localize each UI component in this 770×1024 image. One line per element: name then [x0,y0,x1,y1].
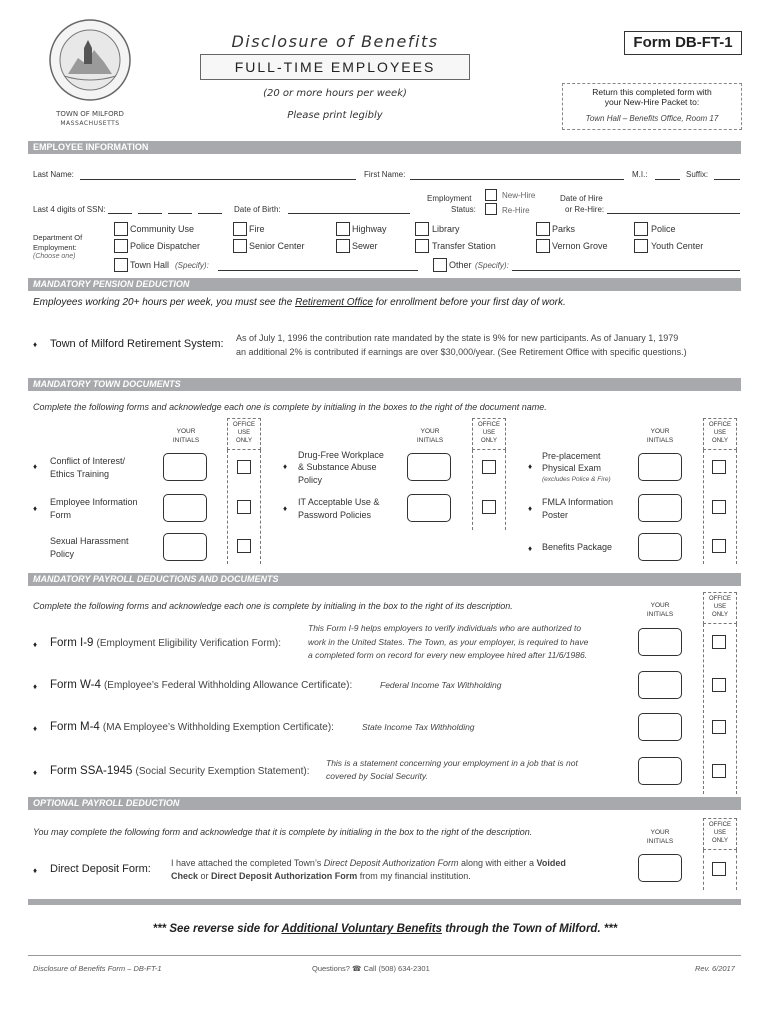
initials-drug-free-workplace[interactable] [407,453,451,481]
direct-deposit-label: Direct Deposit Form: [50,863,151,875]
doc-preplacement-l1: Pre-placement [542,451,601,461]
dept-label-2: Employment: [33,243,77,252]
office-use-header-4: OFFICE USE ONLY [703,592,737,624]
form-m4-note: State Income Tax Withholding [362,722,475,732]
footer-left: Disclosure of Benefits Form – DB-FT-1 [33,964,162,973]
office-check-sexual-harassment[interactable] [237,539,251,553]
bullet-icon: ♦ [528,462,533,471]
section-pension: MANDATORY PENSION DEDUCTION [28,278,741,291]
dob-field[interactable] [288,213,410,214]
dept-label-1: Department Of [33,233,83,242]
dept-checkbox-senior-center[interactable] [233,239,247,253]
direct-deposit-text-1: I have attached the completed Town’s Direct Deposit Authorization Form along with either a Voided [171,858,566,868]
bullet-icon: ♦ [33,682,38,691]
initials-sexual-harassment[interactable] [163,533,207,561]
office-check-conflict-of-interest[interactable] [237,460,251,474]
footer-center: Questions? ☎ Call (508) 634-2301 [312,964,430,973]
initials-employee-information[interactable] [163,494,207,522]
office-check-form-i9[interactable] [712,635,726,649]
pension-text-2: an additional 2% is contributed if earnings are over $30,000/year. (See Retirement Office with specific questions.) [236,347,687,357]
initials-fmla-poster[interactable] [638,494,682,522]
dept-checkbox-other[interactable] [433,258,447,272]
dept-checkbox-sewer[interactable] [336,239,350,253]
return-line-1: Return this completed form with [592,87,712,97]
form-w4-note: Federal Income Tax Withholding [380,680,502,690]
seal-subcaption: MASSACHUSETTS [60,120,120,127]
office-check-form-ssa[interactable] [712,764,726,778]
dept-label-parks: Parks [552,224,576,234]
doc-preplacement-note: (excludes Police & Fire) [542,476,611,483]
doc-conflict-l2: Ethics Training [50,469,110,479]
doc-employee-info-l2: Form [50,510,71,520]
dept-label-community-use: Community Use [130,224,195,234]
town-docs-instructions: Complete the following forms and acknowledge each one is complete by initialing in the boxes to the right of the document name. [33,402,547,412]
dept-checkbox-police-dispatcher[interactable] [114,239,128,253]
dept-checkbox-highway[interactable] [336,222,350,236]
footer-rule [28,955,741,956]
section-town-docs: MANDATORY TOWN DOCUMENTS [28,378,741,391]
doc-benefits-package: Benefits Package [542,542,613,552]
last-name-field[interactable] [80,179,356,180]
office-check-direct-deposit[interactable] [712,862,726,876]
dept-checkbox-library[interactable] [415,222,429,236]
doc-harassment-l1: Sexual Harassment [50,536,129,546]
dept-label-senior-center: Senior Center [249,241,305,251]
doc-fmla-l1: FMLA Information [542,497,614,507]
direct-deposit-text-2: Check or Direct Deposit Authorization Form from my financial institution. [171,871,471,881]
dept-label-library: Library [432,224,460,234]
office-check-drug-free-workplace[interactable] [482,460,496,474]
office-check-form-w4[interactable] [712,678,726,692]
office-check-benefits-package[interactable] [712,539,726,553]
see-reverse-note: *** See reverse side for Additional Voluntary Benefits through the Town of Milford. *** [152,923,618,935]
dept-checkbox-fire[interactable] [233,222,247,236]
form-title: Disclosure of Benefits [231,32,439,51]
town-seal [48,18,132,102]
dept-label-fire: Fire [249,224,265,234]
form-m4-label: Form M-4 (MA Employee’s Withholding Exemption Certificate): [50,721,334,733]
form-i9-note-2: work in the United States. The Town, as your employer, is required to have [308,637,589,647]
form-id: Form DB-FT-1 [624,31,742,55]
form-i9-note-3: a completed form on record for every new employee hired after 11/6/1986. [308,650,588,660]
initials-form-ssa[interactable] [638,757,682,785]
dept-checkbox-town-hall[interactable] [114,258,128,272]
date-of-hire-field[interactable] [607,213,740,214]
other-specify: (Specify): [475,261,509,270]
ssn-digit-3[interactable] [168,213,192,214]
bullet-icon: ♦ [33,462,38,471]
suffix-field[interactable] [714,179,740,180]
mi-field[interactable] [655,179,680,180]
first-name-field[interactable] [410,179,624,180]
section-optional: OPTIONAL PAYROLL DEDUCTION [28,797,741,810]
doc-drug-free-l2: & Substance Abuse [298,462,377,472]
office-use-header-2: OFFICE USE ONLY [472,418,506,450]
town-hall-specify-field[interactable] [218,270,418,271]
dept-checkbox-police[interactable] [634,222,648,236]
your-initials-header-1: YOUR INITIALS [172,428,200,444]
doc-drug-free-l1: Drug-Free Workplace [298,450,384,460]
pension-notice: Employees working 20+ hours per week, you must see the Retirement Office for enrollment before your first day of work. [33,297,566,308]
office-use-header-3: OFFICE USE ONLY [703,418,737,450]
dept-checkbox-vernon-grove[interactable] [536,239,550,253]
doc-drug-free-l3: Policy [298,475,323,485]
employment-status-label-1: Employment [427,194,472,203]
bullet-icon: ♦ [33,340,38,349]
dept-label-transfer-station: Transfer Station [432,241,496,251]
office-check-pre-placement-exam[interactable] [712,460,726,474]
bullet-icon: ♦ [33,504,38,513]
retirement-office-text: Retirement Office [295,297,373,308]
ssn-digit-1[interactable] [108,213,132,214]
doc-it-l1: IT Acceptable Use & [298,497,380,507]
initials-pre-placement-exam[interactable] [638,453,682,481]
mi-label: M.I.: [632,170,648,179]
office-check-fmla-poster[interactable] [712,500,726,514]
re-hire-label: Re-Hire [502,206,530,215]
dept-checkbox-community-use[interactable] [114,222,128,236]
re-hire-checkbox[interactable] [485,203,497,215]
bullet-icon: ♦ [283,462,288,471]
footer-right: Rev. 6/2017 [695,964,735,973]
initials-form-m4[interactable] [638,713,682,741]
form-subtitle: FULL-TIME EMPLOYEES [200,54,470,80]
new-hire-checkbox[interactable] [485,189,497,201]
return-location: Town Hall – Benefits Office, Room 17 [585,114,719,123]
office-check-form-m4[interactable] [712,720,726,734]
retirement-system-label: Town of Milford Retirement System: [50,338,224,350]
dept-label-highway: Highway [352,224,387,234]
dept-checkbox-youth-center[interactable] [634,239,648,253]
seal-caption: TOWN OF MILFORD [56,110,124,118]
dept-checkbox-parks[interactable] [536,222,550,236]
section-employee-info: EMPLOYEE INFORMATION [28,141,741,154]
your-initials-header-3: YOUR INITIALS [646,428,674,444]
office-check-it-acceptable-use[interactable] [482,500,496,514]
bullet-icon: ♦ [283,504,288,513]
bullet-icon: ♦ [528,504,533,513]
your-initials-header-2: YOUR INITIALS [416,428,444,444]
seal-icon [48,18,132,102]
bullet-icon: ♦ [33,768,38,777]
dept-label-police: Police [651,224,676,234]
doc-preplacement-l2: Physical Exam [542,463,602,473]
bullet-icon: ♦ [33,640,38,649]
form-ssa-note-1: This is a statement concerning your employment in a job that is not [326,758,578,768]
dept-label-youth-center: Youth Center [651,241,704,251]
dept-label-police-dispatcher: Police Dispatcher [130,241,201,251]
new-hire-label: New-Hire [502,191,536,200]
other-specify-field[interactable] [512,270,740,271]
hours-note: (20 or more hours per week) [263,88,407,99]
initials-benefits-package[interactable] [638,533,682,561]
form-i9-note-1: This Form I-9 helps employers to verify individuals who are authorized to [308,623,582,633]
office-use-header-5: OFFICE USE ONLY [703,818,737,850]
pension-text-1: As of July 1, 1996 the contribution rate mandated by the state is 9% for new participants. As of January 1, 1979 [236,333,679,343]
initials-direct-deposit[interactable] [638,854,682,882]
initials-form-i9[interactable] [638,628,682,656]
last-name-label: Last Name: [33,170,74,179]
dept-label-other: Other [449,260,472,270]
doc-harassment-l2: Policy [50,549,75,559]
initials-form-w4[interactable] [638,671,682,699]
bullet-icon: ♦ [33,724,38,733]
return-line-2: your New-Hire Packet to: [604,97,700,107]
your-initials-header-5: YOUR INITIALS [646,829,674,845]
divider-bar [28,899,741,905]
dept-checkbox-transfer-station[interactable] [415,239,429,253]
dept-label-sewer: Sewer [352,241,378,251]
bullet-icon: ♦ [528,544,533,553]
dept-label-vernon-grove: Vernon Grove [552,241,608,251]
dob-label: Date of Birth: [234,205,281,214]
form-ssa-label: Form SSA-1945 (Social Security Exemption Statement): [50,765,310,777]
print-note: Please print legibly [287,110,383,121]
employment-status-label-2: Status: [451,205,476,214]
dept-choose: (Choose one) [33,253,76,260]
office-check-employee-information[interactable] [237,500,251,514]
bullet-icon: ♦ [33,866,38,875]
first-name-label: First Name: [364,170,406,179]
your-initials-header-4: YOUR INITIALS [646,602,674,618]
optional-instructions: You may complete the following form and acknowledge that it is complete by initialing in the box to the right of the description. [33,827,533,837]
dept-label-town-hall: Town Hall [130,260,170,270]
suffix-label: Suffix: [686,170,709,179]
initials-conflict-of-interest[interactable] [163,453,207,481]
town-hall-specify: (Specify): [175,261,209,270]
doc-it-l2: Password Policies [298,510,372,520]
section-payroll: MANDATORY PAYROLL DEDUCTIONS AND DOCUMENTS [28,573,741,586]
payroll-instructions: Complete the following forms and acknowledge each one is complete by initialing in the box to the right of its description. [33,601,513,611]
ssn-label: Last 4 digits of SSN: [33,205,106,214]
office-use-header-1: OFFICE USE ONLY [227,418,261,450]
doc-employee-info-l1: Employee Information [50,497,138,507]
date-of-hire-label-2: or Re-Hire: [565,205,605,214]
doc-fmla-l2: Poster [542,510,569,520]
ssn-digit-4[interactable] [198,213,222,214]
date-of-hire-label-1: Date of Hire [560,194,603,203]
form-ssa-note-2: covered by Social Security. [326,771,428,781]
return-box [562,83,742,130]
ssn-digit-2[interactable] [138,213,162,214]
form-i9-label: Form I-9 (Employment Eligibility Verification Form): [50,637,282,649]
initials-it-acceptable-use[interactable] [407,494,451,522]
doc-conflict-l1: Conflict of Interest/ [50,456,126,466]
form-w4-label: Form W-4 (Employee’s Federal Withholding Allowance Certificate): [50,679,353,691]
